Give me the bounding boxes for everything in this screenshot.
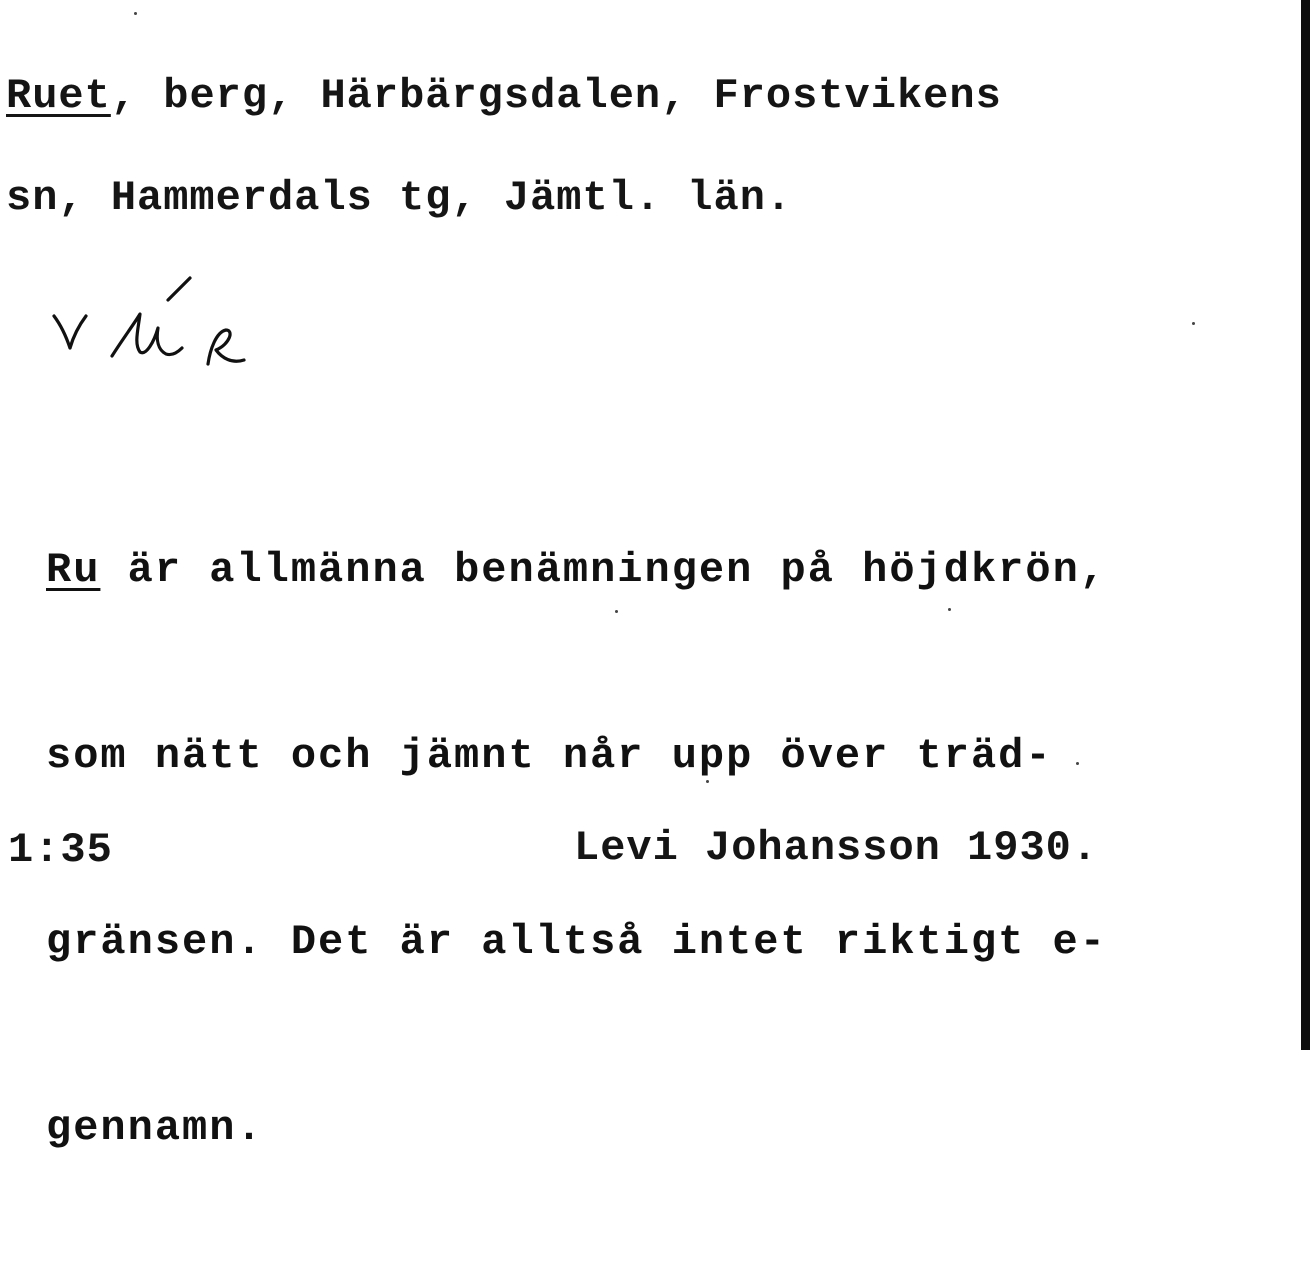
handwritten-phonetic-icon [50, 268, 260, 378]
heading-description: , berg, Härbärgsdalen, Frostvikens [110, 72, 1002, 120]
speck [615, 610, 618, 613]
body-line-4: gennamn. [46, 1104, 264, 1152]
reference-number: 1:35 [8, 826, 113, 874]
speck [1076, 762, 1079, 765]
speck [134, 12, 137, 15]
card-edge [1301, 0, 1310, 1050]
body-line-1 [46, 539, 1107, 601]
speck [1192, 322, 1195, 325]
underlined-term: Ru [46, 546, 101, 594]
body-line-3: gränsen. Det är alltså intet riktigt e- [46, 918, 1107, 966]
author-signature: Levi Johansson 1930. [574, 824, 1099, 872]
speck [948, 608, 951, 611]
body-line-2: som nätt och jämnt når upp över träd- [46, 732, 1053, 780]
place-name: Ruet [6, 72, 111, 120]
body-line-1-rest: är allmänna benämningen på höjdkrön, [100, 546, 1107, 594]
heading-line-2: sn, Hammerdals tg, Jämtl. län. [6, 174, 793, 222]
speck [706, 780, 709, 783]
heading-line-1 [6, 72, 1002, 120]
